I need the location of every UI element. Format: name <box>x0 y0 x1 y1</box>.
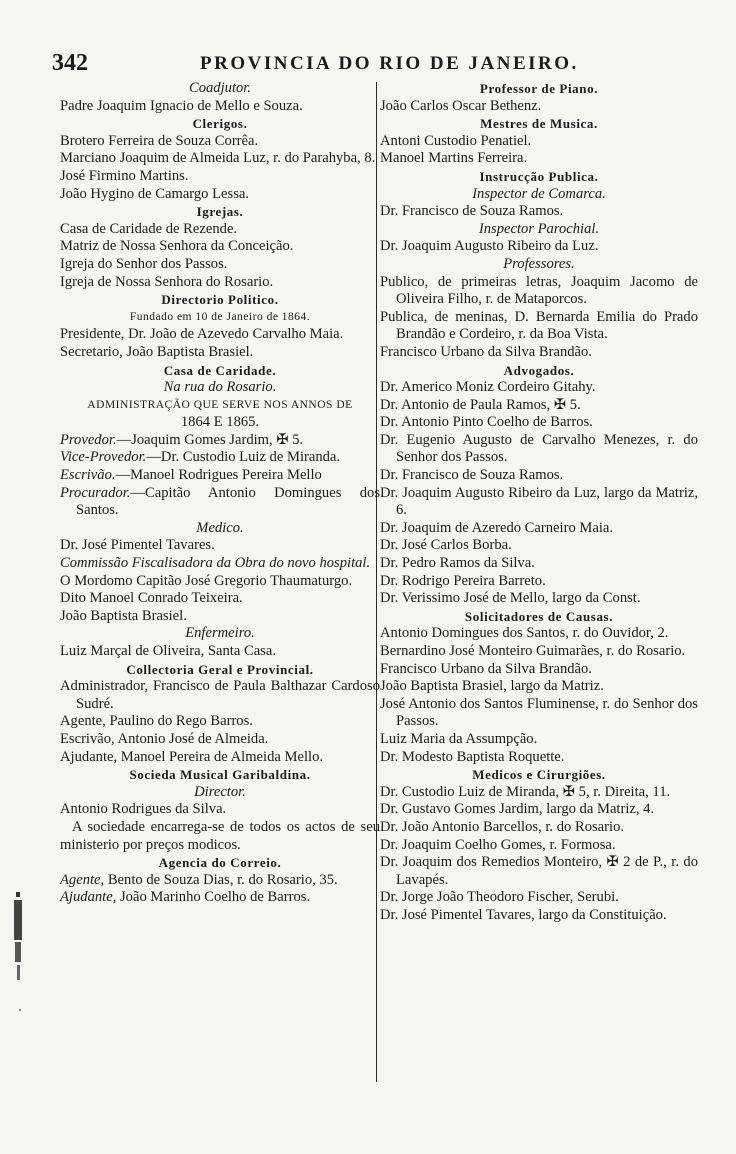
administration-years: 1864 E 1865. <box>180 414 260 431</box>
list-item: Dr. Americo Moniz Cordeiro Gitahy. <box>380 379 596 396</box>
section-heading: Mestres de Musica. <box>480 116 598 132</box>
section-heading: Inspector de Comarca. <box>472 185 606 202</box>
section-heading: Inspector Parochial. <box>478 220 600 237</box>
list-item: Dr. Joaquim de Azeredo Carneiro Maia. <box>380 519 614 536</box>
section-heading: Professor de Piano. <box>479 81 599 96</box>
list-item: Marciano Joaquim de Almeida Luz, r. do Parahyba, 8. <box>60 150 376 167</box>
list-item: Publico, de primeiras letras, Joaquim Jacomo de Oliveira Filho, r. de Mataporcos. <box>380 273 698 308</box>
officer-name: —Manoel Rodrigues Pereira Mello <box>115 467 322 484</box>
list-item: Dr. Modesto Baptista Roquette. <box>380 748 565 765</box>
section-heading: Coadjutor. <box>188 80 252 96</box>
running-title: PROVINCIA DO RIO DE JANEIRO. <box>200 53 579 74</box>
list-item: Dr. João Antonio Barcellos, r. do Rosario. <box>380 818 625 835</box>
section-heading: Medico. <box>196 519 244 536</box>
list-item <box>60 485 380 520</box>
section-heading: Collectoria Geral e Provincial. <box>126 661 314 677</box>
list-item: Dr. Joaquim Augusto Ribeiro da Luz. <box>380 238 599 255</box>
left-column <box>60 80 380 907</box>
list-item: Antoni Custodio Penatiel. <box>380 132 532 149</box>
section-heading: Instrucção Publica. <box>479 168 599 184</box>
administration-line: ADMINISTRAÇÃO QUE SERVE NOS ANNOS DE <box>87 398 353 411</box>
list-item: Padre Joaquim Ignacio de Mello e Souza. <box>60 97 303 114</box>
section-heading: Igrejas. <box>196 204 244 220</box>
founding-note: Fundado em 10 de Janeiro de 1864. <box>129 310 311 323</box>
list-item: Escrivão, Antonio José de Almeida. <box>60 730 269 747</box>
officer-name: —Capitão Antonio Domingues dos Santos. <box>76 484 380 519</box>
list-item: Secretario, João Baptista Brasiel. <box>60 343 254 360</box>
section-heading: Directorio Politico. <box>161 292 279 308</box>
list-item: Luiz Maria da Assumpção. <box>380 730 538 747</box>
section-heading: Commissão Fiscalisadora da Obra do novo hospital. <box>60 555 371 572</box>
list-item: Dr. Rodrigo Pereira Barreto. <box>380 572 546 589</box>
officer-name: —Joaquim Gomes Jardim, ✠ 5. <box>116 431 304 448</box>
list-item: Dr. Verissimo José de Mello, largo da Const. <box>380 590 641 607</box>
list-item: Dr. Gustavo Gomes Jardim, largo da Matriz, 4. <box>380 801 655 818</box>
list-item: Dr. Jorge João Theodoro Fischer, Serubi. <box>380 889 619 906</box>
list-item: Dr. Francisco de Souza Ramos. <box>380 203 564 220</box>
ink-specks <box>2 880 28 1050</box>
list-item: Casa de Caridade de Rezende. <box>60 220 238 237</box>
list-item: José Antonio dos Santos Fluminense, r. do Senhor dos Passos. <box>380 695 698 730</box>
section-heading: Advogados. <box>503 362 575 378</box>
list-item: João Baptista Brasiel. <box>60 607 187 624</box>
list-item: Igreja do Senhor dos Passos. <box>60 255 228 272</box>
list-item <box>60 449 380 467</box>
list-item: Dr. Francisco de Souza Ramos. <box>380 467 564 484</box>
page-number: 342 <box>52 50 88 76</box>
list-item: João Carlos Oscar Bethenz. <box>380 97 542 114</box>
list-item: Dr. José Pimentel Tavares, largo da Constituição. <box>380 906 667 923</box>
role-label: Vice-Provedor. <box>60 449 147 466</box>
role-label: Procurador. <box>60 484 131 501</box>
role-label: Agente, <box>60 871 105 888</box>
list-item: Dr. Joaquim Augusto Ribeiro da Luz, largo da Matriz, 6. <box>380 484 698 519</box>
list-item: Francisco Urbano da Silva Brandão. <box>380 343 592 360</box>
role-label: Provedor. <box>60 431 117 448</box>
list-item: Presidente, Dr. João de Azevedo Carvalho Maia. <box>60 326 344 343</box>
right-column <box>380 80 698 925</box>
list-item: Dr. Antonio de Paula Ramos, ✠ 5. <box>380 396 581 413</box>
role-label: Escrivão. <box>60 467 116 484</box>
list-item: O Mordomo Capitão José Gregorio Thaumaturgo. <box>60 572 353 589</box>
list-item: Dr. Antonio Pinto Coelho de Barros. <box>380 414 593 431</box>
list-item: Bernardino José Monteiro Guimarães, r. do Rosario. <box>380 643 686 659</box>
list-item: Igreja de Nossa Senhora do Rosario. <box>60 273 274 290</box>
list-item: Dito Manoel Conrado Teixeira. <box>60 590 243 607</box>
list-item <box>60 889 380 907</box>
list-item: Administrador, Francisco de Paula Balthazar Cardoso Sudré. <box>60 678 380 712</box>
list-item: Manoel Martins Ferreira. <box>380 150 528 167</box>
section-heading: Professores. <box>503 255 575 272</box>
list-item: João Hygino de Camargo Lessa. <box>60 185 250 202</box>
list-item: Dr. José Pimentel Tavares. <box>60 537 215 554</box>
section-heading: Enfermeiro. <box>185 625 255 642</box>
society-note: A sociedade encarrega-se de todos os actos de seu ministerio por preços modicos. <box>60 818 380 853</box>
list-item: Antonio Rodrigues da Silva. <box>60 801 227 818</box>
list-item: Dr. José Carlos Borba. <box>380 537 512 554</box>
officer-name: Bento de Souza Dias, r. do Rosario, 35. <box>107 871 338 888</box>
location-line: Na rua do Rosario. <box>163 379 277 396</box>
officer-name: João Marinho Coelho de Barros. <box>120 889 311 906</box>
list-item: José Firmino Martins. <box>60 167 189 184</box>
section-heading: Solicitadores de Causas. <box>464 608 614 624</box>
section-heading: Socieda Musical Garibaldina. <box>129 767 311 783</box>
section-heading: Agencia do Correio. <box>158 855 282 871</box>
list-item: Luiz Marçal de Oliveira, Santa Casa. <box>60 643 276 659</box>
list-item <box>60 872 380 890</box>
officer-name: —Dr. Custodio Luiz de Miranda. <box>146 449 341 466</box>
section-heading: Director. <box>194 783 246 800</box>
list-item: Brotero Ferreira de Souza Corrêa. <box>60 132 259 149</box>
list-item: Dr. Eugenio Augusto de Carvalho Menezes, r. do Senhor dos Passos. <box>380 431 698 466</box>
page-header <box>40 50 700 80</box>
list-item: Dr. Pedro Ramos da Silva. <box>380 555 535 572</box>
list-item <box>60 432 380 450</box>
list-item: Dr. Joaquim Coelho Gomes, r. Formosa. <box>380 836 616 853</box>
section-heading: Clerigos. <box>192 116 248 132</box>
list-item: Antonio Domingues dos Santos, r. do Ouvidor, 2. <box>380 625 669 642</box>
list-item: Dr. Custodio Luiz de Miranda, ✠ 5, r. Direita, 11. <box>380 783 671 800</box>
list-item: Dr. Joaquim dos Remedios Monteiro, ✠ 2 de P., r. do Lavapés. <box>380 854 698 888</box>
list-item: Matriz de Nossa Senhora da Conceição. <box>60 238 294 255</box>
list-item: Ajudante, Manoel Pereira de Almeida Mello. <box>60 748 324 765</box>
section-heading: Medicos e Cirurgiões. <box>472 767 606 783</box>
role-label: Ajudante, <box>60 889 117 906</box>
list-item: Publica, de meninas, D. Bernarda Emilia do Prado Brandão e Cordeiro, r. da Boa Vista. <box>380 308 698 343</box>
list-item: Francisco Urbano da Silva Brandão. <box>380 660 592 677</box>
list-item: Agente, Paulino do Rego Barros. <box>60 713 253 730</box>
list-item: João Baptista Brasiel, largo da Matriz. <box>380 678 604 695</box>
section-heading: Casa de Caridade. <box>163 362 277 378</box>
list-item <box>60 467 380 485</box>
